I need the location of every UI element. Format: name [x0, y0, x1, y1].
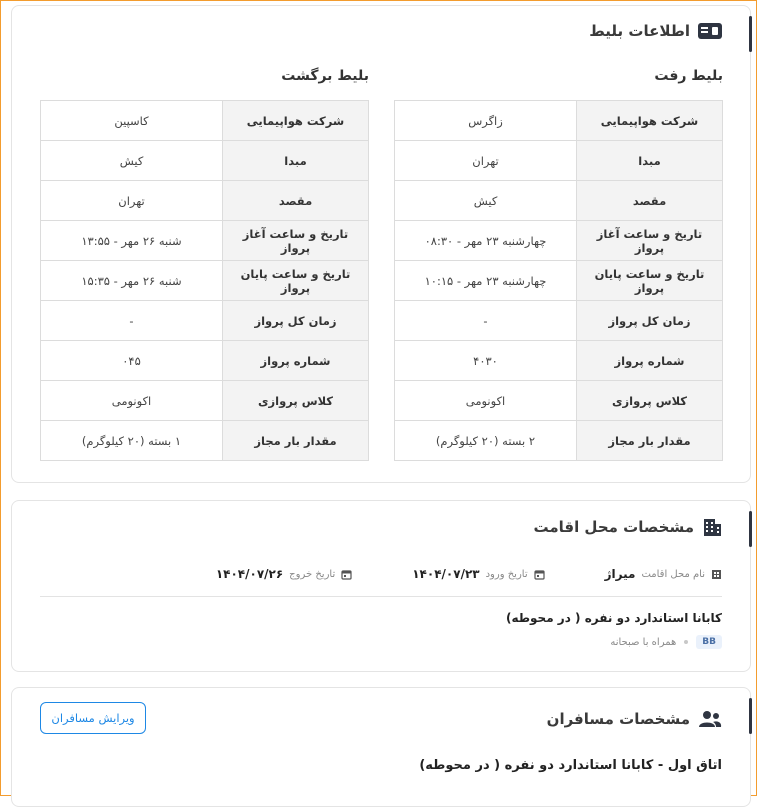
accommodation-details — [40, 565, 722, 583]
info-row — [395, 341, 723, 381]
row-value: شنبه ۲۶ مهر - ۱۳:۵۵ — [41, 221, 223, 261]
room-title: اتاق اول - کابانا استاندارد دو نفره ( در محوطه) — [419, 758, 722, 773]
return-title: بلیط برگشت — [281, 68, 369, 84]
info-row — [395, 421, 723, 461]
checkin-label: تاریخ ورود — [485, 568, 528, 580]
row-label: شرکت هواپیمایی — [577, 101, 723, 141]
info-row — [395, 181, 723, 221]
row-label: کلاس پروازی — [577, 381, 723, 421]
row-value: اکونومی — [395, 381, 577, 421]
return-table — [40, 100, 369, 461]
info-row — [395, 101, 723, 141]
row-label: مبدا — [223, 141, 369, 181]
passengers-card — [11, 687, 751, 807]
row-label: کلاس پروازی — [223, 381, 369, 421]
accommodation-header — [533, 517, 722, 537]
room-name: کابانا استاندارد دو نفره ( در محوطه) — [505, 611, 722, 625]
ticket-info-header — [589, 22, 722, 40]
row-value: اکونومی — [41, 381, 223, 421]
info-row — [41, 421, 369, 461]
row-label: تاریخ و ساعت آغاز پرواز — [223, 221, 369, 261]
info-row — [41, 221, 369, 261]
outbound-title: بلیط رفت — [654, 68, 723, 84]
info-row — [41, 301, 369, 341]
edit-passengers-button[interactable]: ویرایش مسافران — [40, 702, 146, 734]
info-row — [41, 381, 369, 421]
info-row — [395, 261, 723, 301]
ticket-info-card — [11, 5, 751, 483]
ticket-info-title: اطلاعات بلیط — [589, 22, 690, 40]
card-accent-bar — [749, 511, 752, 547]
row-label: مقدار بار مجاز — [577, 421, 723, 461]
row-value: شنبه ۲۶ مهر - ۱۵:۳۵ — [41, 261, 223, 301]
accommodation-title: مشخصات محل اقامت — [533, 518, 694, 536]
users-icon — [698, 710, 722, 728]
info-row — [395, 381, 723, 421]
ticket-icon — [698, 22, 722, 40]
checkout-date: ۱۴۰۴/۰۷/۲۶ — [215, 567, 284, 581]
info-row — [41, 141, 369, 181]
calendar-icon — [534, 569, 545, 580]
return-ticket — [40, 68, 369, 461]
info-row — [395, 141, 723, 181]
row-label: زمان کل پرواز — [223, 301, 369, 341]
row-label: تاریخ و ساعت پایان پرواز — [577, 261, 723, 301]
passengers-title: مشخصات مسافران — [546, 710, 690, 728]
row-label: زمان کل پرواز — [577, 301, 723, 341]
outbound-ticket — [394, 68, 723, 461]
accommodation-card — [11, 500, 751, 672]
row-value: ۴۰۳۰ — [395, 341, 577, 381]
row-value: - — [395, 301, 577, 341]
row-value: - — [41, 301, 223, 341]
row-label: شرکت هواپیمایی — [223, 101, 369, 141]
card-accent-bar — [749, 16, 752, 52]
info-row — [41, 341, 369, 381]
info-row — [41, 261, 369, 301]
checkin-date: ۱۴۰۴/۰۷/۲۳ — [412, 567, 480, 581]
board-code-badge: BB — [696, 635, 722, 649]
row-label: مقدار بار مجاز — [223, 421, 369, 461]
row-label: مقصد — [223, 181, 369, 221]
row-label: شماره پرواز — [223, 341, 369, 381]
divider — [40, 596, 722, 597]
row-label: مقصد — [577, 181, 723, 221]
row-label: تاریخ و ساعت پایان پرواز — [223, 261, 369, 301]
row-value: تهران — [395, 141, 577, 181]
row-label: مبدا — [577, 141, 723, 181]
row-value: کاسپین — [41, 101, 223, 141]
building-icon — [702, 517, 722, 537]
checkin-info — [412, 567, 544, 581]
info-row — [41, 181, 369, 221]
row-value: کیش — [41, 141, 223, 181]
row-label: شماره پرواز — [577, 341, 723, 381]
row-value: زاگرس — [395, 101, 577, 141]
row-value: ۱ بسته (۲۰ کیلوگرم) — [41, 421, 223, 461]
hotel-icon — [711, 569, 722, 580]
passengers-header — [547, 710, 722, 728]
card-accent-bar — [749, 698, 752, 734]
info-row — [395, 301, 723, 341]
board-text: همراه با صبحانه — [610, 636, 677, 648]
row-value: چهارشنبه ۲۳ مهر - ۱۰:۱۵ — [395, 261, 577, 301]
checkout-label: تاریخ خروج — [289, 568, 336, 580]
info-row — [41, 101, 369, 141]
row-value: ۲ بسته (۲۰ کیلوگرم) — [395, 421, 577, 461]
row-value: ۰۴۵ — [41, 341, 223, 381]
info-row — [395, 221, 723, 261]
hotel-info — [605, 567, 722, 581]
hotel-name: میراژ — [604, 567, 636, 581]
row-label: تاریخ و ساعت آغاز پرواز — [577, 221, 723, 261]
dot-separator — [684, 640, 688, 644]
checkout-info — [216, 567, 352, 581]
outbound-table — [394, 100, 723, 461]
hotel-label: نام محل اقامت — [641, 568, 705, 580]
calendar-icon — [341, 569, 352, 580]
row-value: کیش — [395, 181, 577, 221]
board-info — [610, 635, 722, 649]
row-value: چهارشنبه ۲۳ مهر - ۰۸:۳۰ — [395, 221, 577, 261]
row-value: تهران — [41, 181, 223, 221]
